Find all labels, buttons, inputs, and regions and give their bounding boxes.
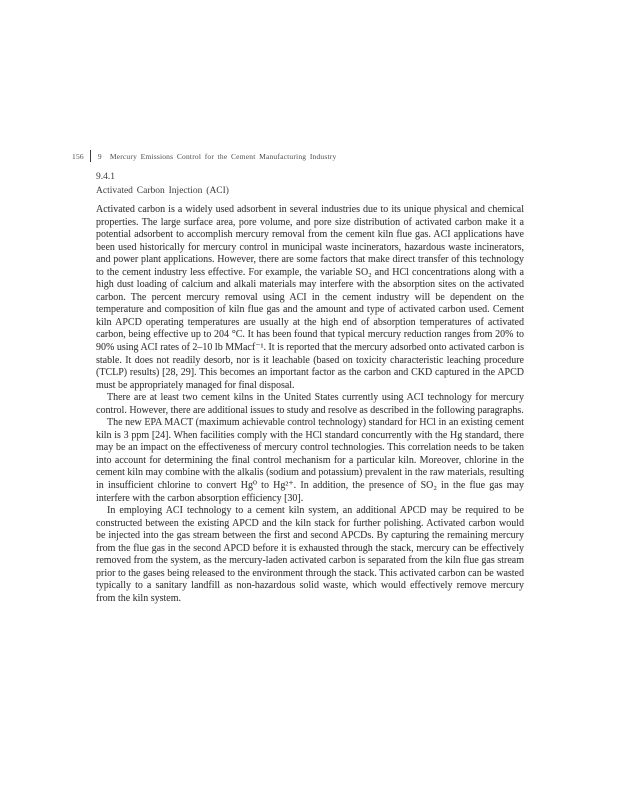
- header-divider: [90, 150, 91, 162]
- section-heading: [96, 171, 229, 198]
- paragraph-epa-mact-standard: The new EPA MACT (maximum achievable control technology) standard for HCl in an existing cement kiln is 3 ppm [24]. When facilities comply with the HCl standard concurrently with the Hg standard, there may be an impact on the effectiveness of mercury control technologies. This correlation needs to be taken into account for determining the final control mechanism for a particular kiln. Moreover, chlorine in the cement kiln may combine with the alkalis (sodium and potassium) prevalent in the raw materials, resulting in insufficient chlorine to convert Hg⁰ to Hg²⁺. In addition, the presence of SO₂ in the flue gas may interfere with the carbon absorption efficiency [30].: [96, 417, 524, 504]
- section-title: Activated Carbon Injection (ACI): [96, 185, 229, 196]
- running-head: [72, 150, 336, 162]
- page-number: 156: [72, 151, 84, 161]
- paragraph-additional-apcd: In employing ACI technology to a cement kiln system, an additional APCD may be required to be constructed between the existing APCD and the kiln stack for further polishing. Activated carbon would be injected into the gas stream between the first and second APCDs. By capturing the remaining mercury from the flue gas in the second APCD before it is exhausted through the stack, mercury can be effectively removed from the system, as the mercury-laden activated carbon is separated from the kiln flue gas stream prior to the gases being released to the environment through the stack. This activated carbon can be wasted typically to a sanitary landfill as non-hazardous solid waste, which would effectively remove mercury from the kiln system.: [96, 505, 524, 604]
- section-number: 9.4.1: [96, 172, 115, 182]
- paragraph-activated-carbon-intro: Activated carbon is a widely used adsorbent in several industries due to its unique physical and chemical properties. The large surface area, pore volume, and pore size distribution of activated carbon make it a potential adsorbent to accomplish mercury removal from the cement kiln flue gas. ACI applications have been used historically for mercury control in municipal waste incinerators, hazardous waste incinerators, and power plant applications. However, there are some factors that make direct transfer of this technology to the cement industry less effective. For example, the variable SO₂ and HCl concentrations along with a high dust loading of calcium and alkali materials may interfere with the absorption sites on the activated carbon. The percent mercury removal using ACI in the cement industry will be dependent on the temperature and composition of kiln flue gas and the amount and type of activated carbon used. Cement kiln APCD operating temperatures are usually at the high end of absorption temperatures of activated carbon, being effective up to 204 °C. It has been found that typical mercury reduction ranges from 20% to 90% using ACI rates of 2–10 lb MMacf⁻¹. It is reported that the mercury adsorbed onto activated carbon is stable. It does not readily desorb, nor is it leachable (based on toxicity characteristic leaching procedure (TCLP) results) [28, 29]. This becomes an important factor as the carbon and CKD captured in the APCD must be appropriately managed for final disposal.: [96, 204, 524, 391]
- chapter-title: Mercury Emissions Control for the Cement Manufacturing Industry: [109, 151, 337, 161]
- chapter-number: 9: [97, 151, 102, 161]
- paragraph-two-cement-kilns: There are at least two cement kilns in the United States currently using ACI technology for mercury control. However, there are additional issues to study and resolve as described in the following paragraphs.: [96, 392, 524, 416]
- body-text: [96, 204, 524, 606]
